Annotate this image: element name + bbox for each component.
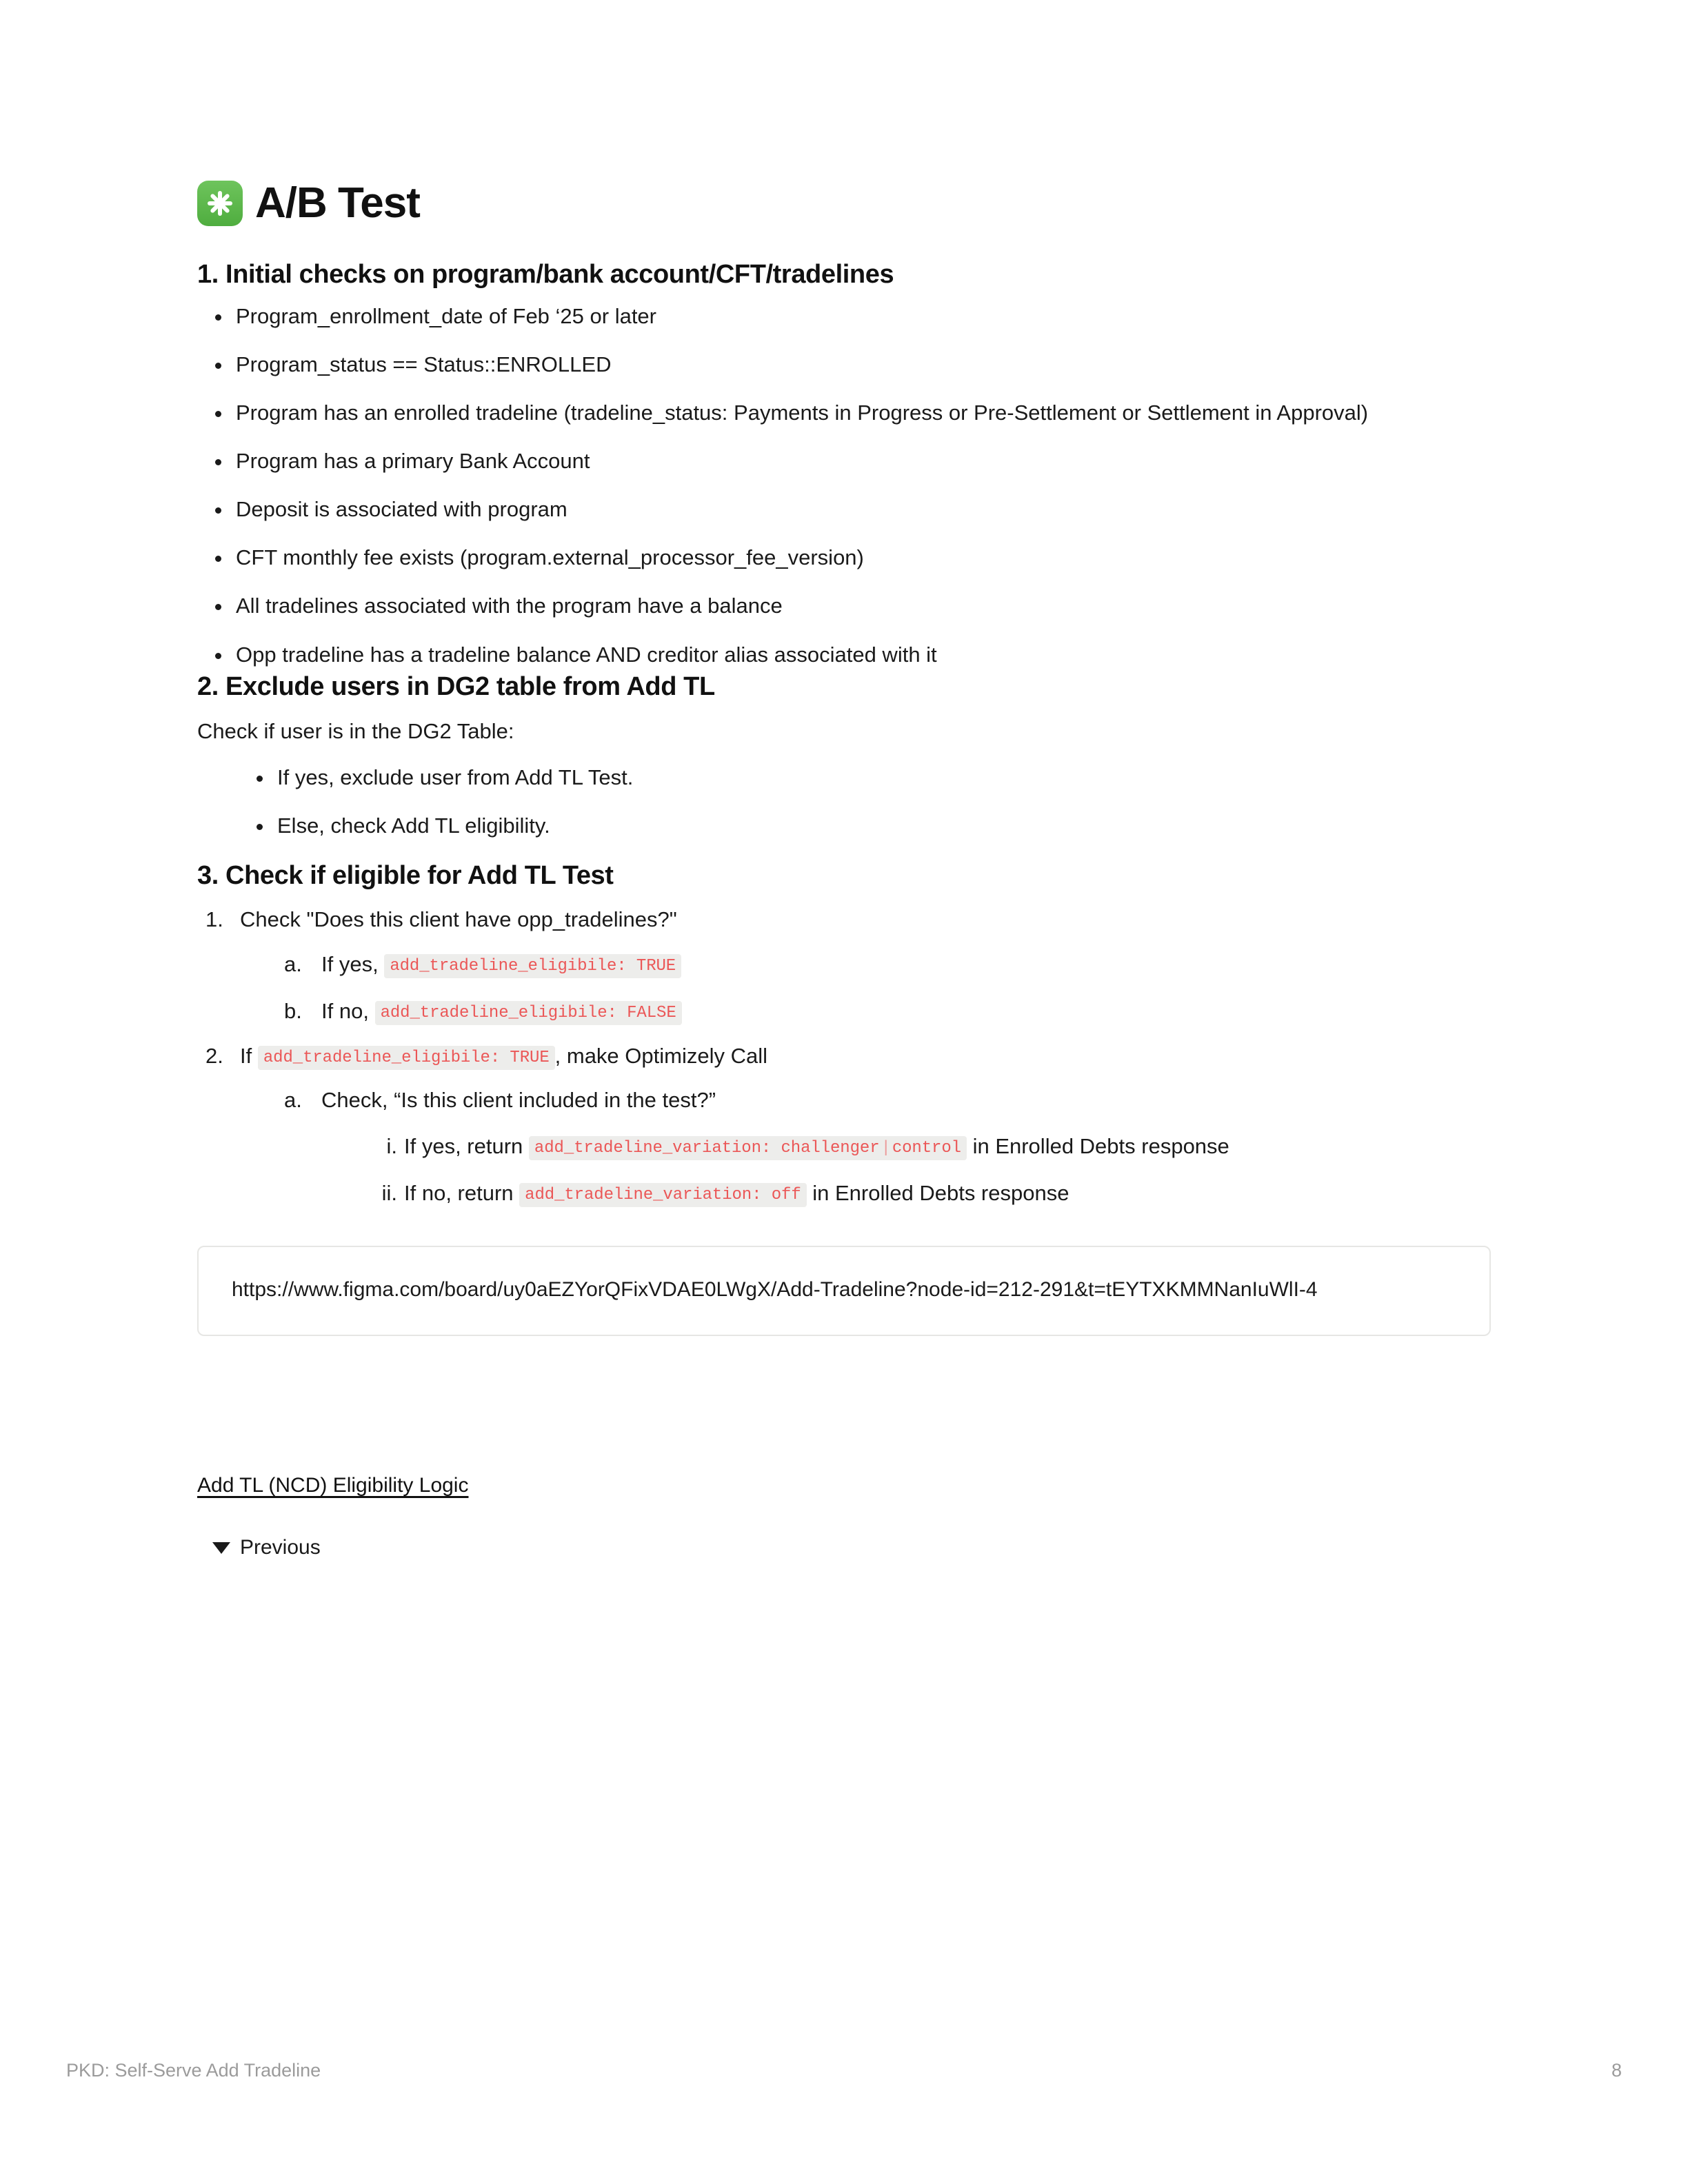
list-item: CFT monthly fee exists (program.external_processor_fee_version) — [197, 543, 1491, 573]
section-1-heading: 1. Initial checks on program/bank account/CFT/tradelines — [197, 260, 894, 289]
roman-ii-suffix: in Enrolled Debts response — [812, 1181, 1069, 1206]
section-3-item-2-roman-list — [321, 1131, 1491, 1210]
triangle-down-icon[interactable] — [212, 1542, 230, 1554]
add-tl-eligibility-logic-link[interactable]: Add TL (NCD) Eligibility Logic — [197, 1474, 469, 1497]
footer-page-number: 8 — [1611, 2060, 1622, 2081]
chip-divider: | — [881, 1138, 891, 1157]
footer-document-name: PKD: Self-Serve Add Tradeline — [66, 2060, 321, 2081]
section-1-bullet-list — [197, 301, 1491, 669]
section-3-item-2-sublist — [240, 1084, 1491, 1210]
code-chip-variation-challenger-control — [529, 1136, 967, 1160]
list-item: Opp tradeline has a tradeline balance AND creditor alias associated with it — [197, 640, 1491, 670]
chip-left-value: add_tradeline_variation: challenger — [534, 1138, 880, 1157]
bottom-links-block — [197, 1474, 1491, 1559]
green-asterisk-emoji-icon — [197, 181, 243, 226]
list-item: Program has an enrolled tradeline (tradeline_status: Payments in Progress or Pre-Settlement or Settlement in Approval) — [197, 398, 1491, 428]
list-item: Else, check Add TL eligibility. — [239, 811, 1491, 841]
list-item — [279, 995, 1491, 1028]
list-item: Program has a primary Bank Account — [197, 446, 1491, 476]
roman-i-prefix: If yes, return — [404, 1133, 523, 1158]
list-item — [361, 1131, 1491, 1163]
sub-a-prefix: If yes, — [321, 951, 379, 976]
page-footer — [66, 2060, 1622, 2081]
page-content — [197, 181, 1491, 1559]
section-2-intro: Check if user is in the DG2 Table: — [197, 718, 514, 743]
section-3-item-2-prefix: If — [240, 1043, 252, 1068]
list-item: Program_status == Status::ENROLLED — [197, 350, 1491, 380]
page-title — [197, 181, 1491, 226]
list-item: Program_enrollment_date of Feb ‘25 or later — [197, 301, 1491, 332]
section-3-item-1-text: Check "Does this client have opp_tradelines?" — [240, 907, 677, 932]
list-item: Deposit is associated with program — [197, 494, 1491, 525]
figma-url-callout-box — [197, 1246, 1491, 1337]
chip-right-value: control — [892, 1138, 961, 1157]
list-item: If yes, exclude user from Add TL Test. — [239, 762, 1491, 793]
code-chip-eligible-true-2: add_tradeline_eligibile: TRUE — [258, 1046, 555, 1070]
roman-ii-prefix: If no, return — [404, 1181, 514, 1206]
sub-b-prefix: If no, — [321, 999, 369, 1024]
previous-toggle-label: Previous — [240, 1536, 321, 1559]
section-3-numbered-list — [197, 904, 1491, 1210]
list-item: All tradelines associated with the program have a balance — [197, 591, 1491, 621]
section-2-heading: 2. Exclude users in DG2 table from Add TL — [197, 671, 715, 701]
section-3-item-1-sublist — [240, 949, 1491, 1028]
section-3-heading: 3. Check if eligible for Add TL Test — [197, 860, 614, 890]
page-title-text: A/B Test — [255, 179, 420, 228]
previous-toggle[interactable] — [212, 1536, 1491, 1559]
figma-url-text[interactable]: https://www.figma.com/board/uy0aEZYorQFixVDAE0LWgX/Add-Tradeline?node-id=212-291&t=tEYTXKMMNanIuWlI-4 — [232, 1277, 1318, 1301]
section-3-item-2-sub-a-text: Check, “Is this client included in the test?” — [321, 1088, 716, 1113]
section-3-item-2-suffix: , make Optimizely Call — [554, 1043, 767, 1068]
code-chip-eligible-true: add_tradeline_eligibile: TRUE — [384, 954, 681, 978]
list-item — [279, 949, 1491, 981]
roman-i-suffix: in Enrolled Debts response — [972, 1133, 1229, 1158]
list-item — [361, 1177, 1491, 1210]
code-chip-variation-off: add_tradeline_variation: off — [519, 1183, 806, 1207]
section-2-bullet-list — [239, 762, 1491, 841]
list-item — [197, 904, 1491, 1028]
code-chip-eligible-false: add_tradeline_eligibile: FALSE — [375, 1001, 682, 1025]
list-item — [279, 1084, 1491, 1210]
list-item — [197, 1040, 1491, 1210]
